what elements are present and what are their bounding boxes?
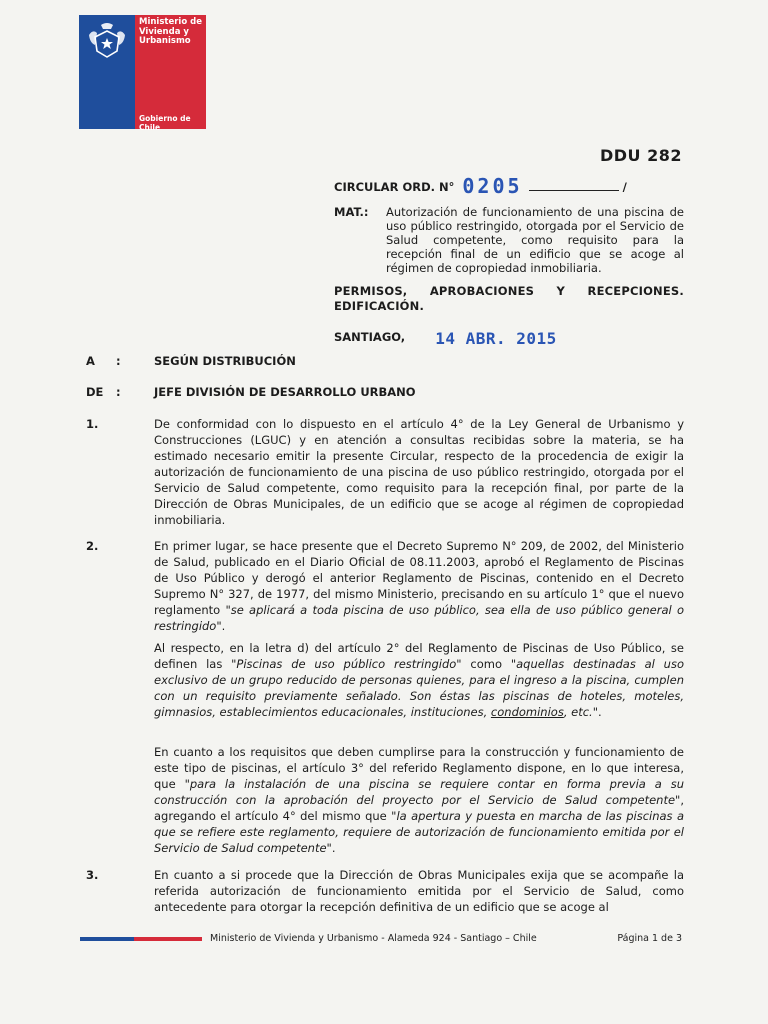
addressee-from <box>86 385 416 399</box>
text-run: . <box>598 705 602 719</box>
quoted-text: "se aplicará a toda piscina de uso público, sea ella de uso público general o restringido" <box>154 603 684 633</box>
paragraph-text <box>154 744 684 856</box>
addressee-to <box>86 354 296 368</box>
from-colon: : <box>116 385 121 399</box>
page-number: Página 1 de 3 <box>617 933 682 944</box>
text-run: como <box>461 657 511 671</box>
footer-bar-red <box>134 937 202 941</box>
subject-heading: PERMISOS, APROBACIONES Y RECEPCIONES. EDIFICACIÓN. <box>334 284 684 313</box>
paragraph-1 <box>86 416 684 528</box>
text-run: . <box>331 841 336 855</box>
to-key: A <box>86 354 95 368</box>
text-run: En primer lugar, se hace presente que el Decreto Supremo N° 209, de 2002, del Ministerio de Salud, publicado en el Diario Oficial de 08.11.2003, aprobó el Reglamento de Piscinas de Uso Público y derogó el anterior Reglamento de Piscinas, contenido en el Decreto Supremo N° 327, de 1977, del mismo Ministerio, precisando en su artículo 1° que el nuevo reglamento <box>154 539 684 617</box>
document-code: DDU 282 <box>599 146 682 165</box>
circular-suffix: / <box>622 180 627 194</box>
place: SANTIAGO, <box>334 330 406 344</box>
footer-address: Ministerio de Vivienda y Urbanismo - Alameda 924 - Santiago – Chile <box>210 933 537 944</box>
signature-line <box>529 190 619 191</box>
paragraph-2b <box>86 640 684 720</box>
from-value: JEFE DIVISIÓN DE DESARROLLO URBANO <box>154 385 416 399</box>
to-value: SEGÚN DISTRIBUCIÓN <box>154 354 296 368</box>
text-run: , agregando el artículo 4° del mismo que <box>154 793 684 823</box>
quoted-text: "Piscinas de uso público restringido" <box>231 657 462 671</box>
quoted-text: , etc." <box>563 705 598 719</box>
logo-government: Gobierno de Chile <box>139 114 191 132</box>
paragraph-3 <box>86 867 684 915</box>
coat-of-arms-icon <box>85 21 129 61</box>
matter-label: MAT.: <box>334 205 369 219</box>
circular-number-stamp: 0205 <box>462 174 523 198</box>
paragraph-2c <box>86 744 684 856</box>
quoted-text: "la apertura y puesta en marcha de las piscinas a que se refiere este reglamento, requiere de autorización de funcionamiento emitida por el Servicio de Salud competente" <box>154 809 684 855</box>
text-run: . <box>221 619 226 633</box>
to-colon: : <box>116 354 121 368</box>
paragraph-number: 2. <box>86 539 99 553</box>
matter-text: Autorización de funcionamiento de una piscina de uso público restringido, otorgada por el Servicio de Salud competente, como requisito para la recepción final de un edificio que se acoge al régimen de copropiedad inmobiliaria. <box>386 205 684 275</box>
paragraph-number: 3. <box>86 868 99 882</box>
place-date <box>334 326 557 348</box>
footer-bar-blue <box>80 937 134 941</box>
underlined-text: condominios <box>490 705 564 719</box>
logo-ministry-name: Ministerio de Vivienda y Urbanismo <box>139 17 202 46</box>
paragraph-text <box>154 538 684 634</box>
from-key: DE <box>86 385 104 399</box>
paragraph-text: De conformidad con lo dispuesto en el artículo 4° de la Ley General de Urbanismo y Construcciones (LGUC) y en atención a consultas recibidas sobre la materia, se ha estimado necesario emitir la presente Circular, respecto de la procedencia de exigir la autorización de funcionamiento de una piscina de uso público restringido, otorgada por el Servicio de Salud competente, como requisito para la recepción final, por parte de la Dirección de Obras Municipales, de un edificio que se acoge al régimen de copropiedad inmobiliaria. <box>154 417 684 527</box>
circular-number-line <box>334 172 627 196</box>
date-stamp: 14 ABR. 2015 <box>435 329 557 348</box>
ministry-logo <box>79 15 206 132</box>
paragraph-2 <box>86 538 684 634</box>
paragraph-number: 1. <box>86 417 99 431</box>
footer-color-bar <box>80 937 202 941</box>
quoted-text: "aquellas destinadas al uso exclusivo de un grupo reducido de personas quienes, para el ingreso a la piscina, cumplen con un requisito previamente señalado. Son éstas las piscinas de hoteles, moteles, gimnasios, establecimientos educacionales, instituciones, <box>154 657 684 719</box>
quoted-text: "para la instalación de una piscina se requiere contar en forma previa a su construcción con la aprobación del proyecto por el Servicio de Salud competente" <box>154 777 685 807</box>
circular-label: CIRCULAR ORD. N° <box>334 180 455 194</box>
paragraph-text <box>154 640 684 720</box>
paragraph-text: En cuanto a si procede que la Dirección de Obras Municipales exija que se acompañe la referida autorización de funcionamiento emitida por el Servicio de Salud, como antecedente para otorgar la recepción definitiva de un edificio que se acoge al <box>154 868 684 914</box>
matter-block <box>334 205 684 275</box>
text-run: En cuanto a los requisitos que deben cumplirse para la construcción y funcionamiento de este tipo de piscinas, el artículo 3° del referido Reglamento dispone, en lo que interesa, que <box>154 745 684 791</box>
text-run: Al respecto, en la letra d) del artículo 2° del Reglamento de Piscinas de Uso Público, se definen las <box>154 641 684 671</box>
